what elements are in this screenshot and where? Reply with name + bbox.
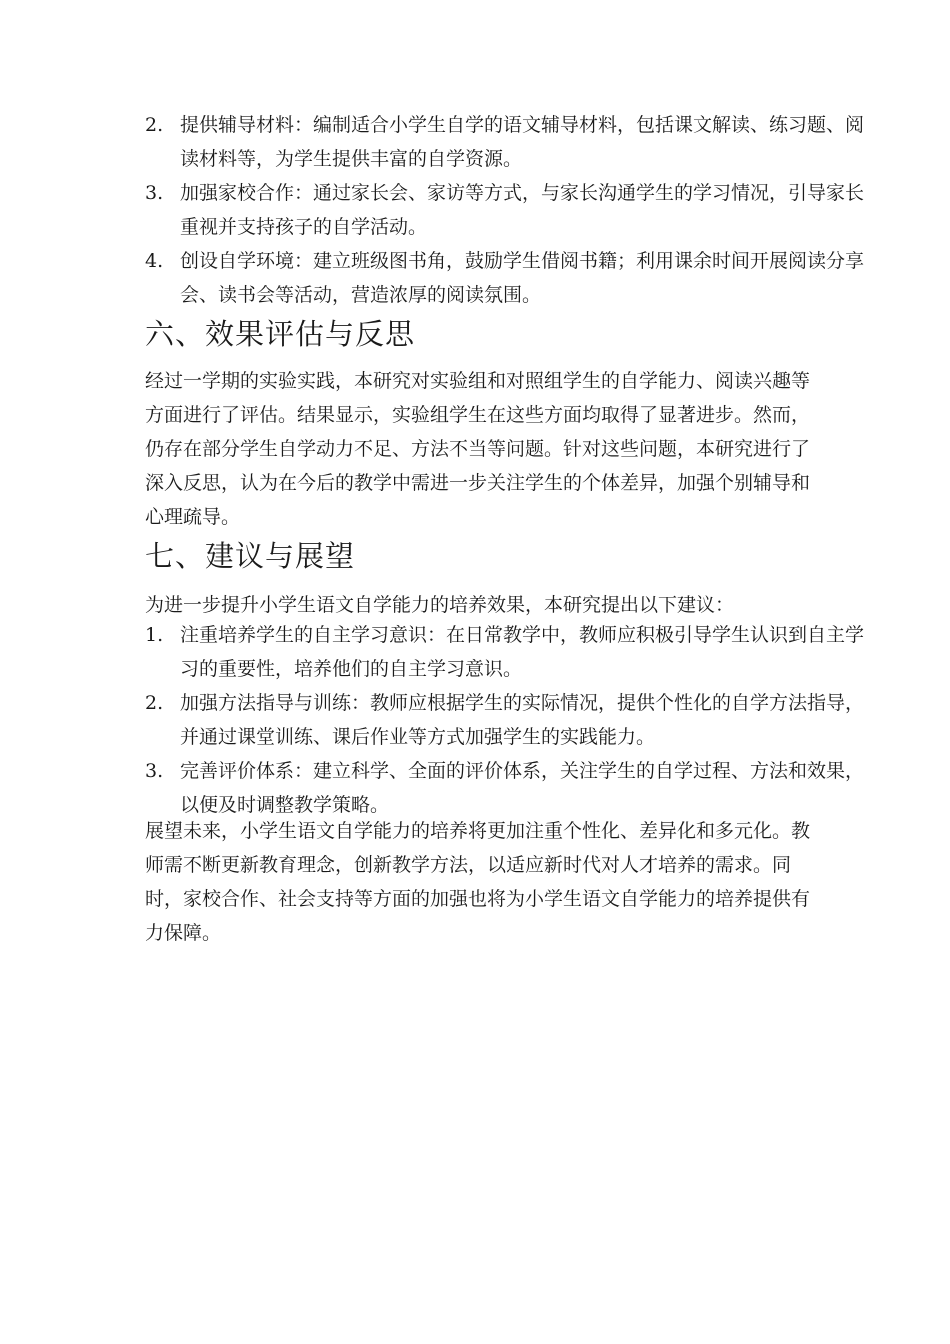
list-item-text: 加强家校合作：通过家长会、家访等方式，与家长沟通学生的学习情况，引导家长重视并支持孩子的自学活动。 xyxy=(180,182,865,238)
outlook-paragraph: 展望未来，小学生语文自学能力的培养将更加注重个性化、差异化和多元化。教师需不断更新教育理念，创新教学方法，以适应新时代对人才培养的需求。同时，家校合作、社会支持等方面的加强也将为小学生语文自学能力的培养提供有力保障。 xyxy=(145,820,811,944)
list-item xyxy=(145,754,880,822)
list-item xyxy=(145,176,880,244)
suggestions-list xyxy=(145,618,880,822)
list-item-number: 4. xyxy=(145,250,164,272)
list-item-text: 创设自学环境：建立班级图书角，鼓励学生借阅书籍；利用课余时间开展阅读分享会、读书会等活动，营造浓厚的阅读氛围。 xyxy=(180,250,865,306)
list-item xyxy=(145,244,880,312)
list-item-text: 提供辅导材料：编制适合小学生自学的语文辅导材料，包括课文解读、练习题、阅读材料等，为学生提供丰富的自学资源。 xyxy=(180,114,865,170)
list-item xyxy=(145,618,880,686)
list-item xyxy=(145,108,880,176)
section-heading-suggestions: 七、建议与展望 xyxy=(145,539,356,573)
section-heading-evaluation: 六、效果评估与反思 xyxy=(145,317,416,351)
list-item-number: 2. xyxy=(145,692,164,714)
list-item-text: 加强方法指导与训练：教师应根据学生的实际情况，提供个性化的自学方法指导，并通过课堂训练、课后作业等方式加强学生的实践能力。 xyxy=(180,692,865,748)
suggestions-intro: 为进一步提升小学生语文自学能力的培养效果，本研究提出以下建议： xyxy=(145,594,735,616)
evaluation-paragraph: 经过一学期的实验实践，本研究对实验组和对照组学生的自学能力、阅读兴趣等方面进行了评估。结果显示，实验组学生在这些方面均取得了显著进步。然而，仍存在部分学生自学动力不足、方法不当等问题。针对这些问题，本研究进行了深入反思，认为在今后的教学中需进一步关注学生的个体差异，加强个别辅导和心理疏导。 xyxy=(145,370,811,528)
measures-list xyxy=(145,108,880,312)
list-item-number: 1. xyxy=(145,624,164,646)
list-item-text: 完善评价体系：建立科学、全面的评价体系，关注学生的自学过程、方法和效果，以便及时调整教学策略。 xyxy=(180,760,865,816)
list-item xyxy=(145,686,880,754)
list-item-number: 3. xyxy=(145,760,164,782)
list-item-number: 2. xyxy=(145,114,164,136)
list-item-number: 3. xyxy=(145,182,164,204)
list-item-text: 注重培养学生的自主学习意识：在日常教学中，教师应积极引导学生认识到自主学习的重要性，培养他们的自主学习意识。 xyxy=(180,624,865,680)
